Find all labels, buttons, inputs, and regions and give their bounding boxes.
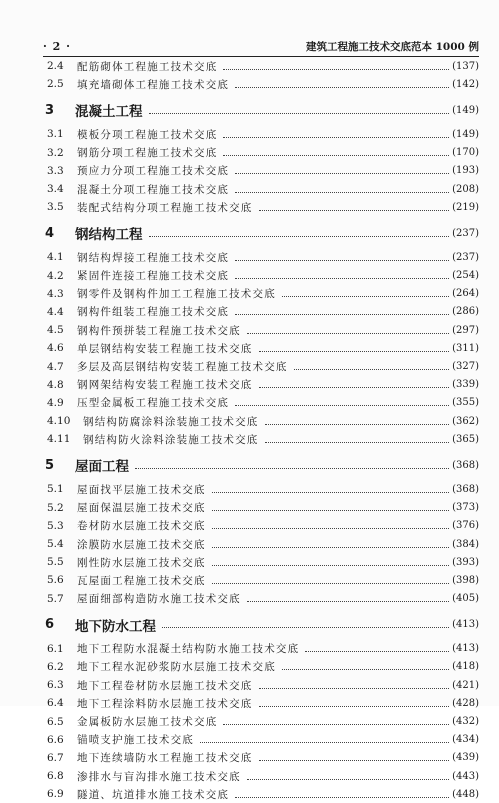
section-number: 5.5 <box>47 556 64 569</box>
book-title: 建筑工程施工技术交底范本 1000 例 <box>305 40 479 53</box>
toc-entry[interactable] <box>43 571 479 589</box>
toc-entry[interactable] <box>43 590 479 608</box>
section-title: 装配式结构分项工程施工技术交底 <box>77 201 253 214</box>
page-reference: (365) <box>452 433 479 445</box>
section-title: 单层钢结构安装工程施工技术交底 <box>77 342 253 355</box>
section-title: 钢结构焊接工程施工技术交底 <box>77 251 230 264</box>
dot-leader <box>259 351 450 352</box>
section-title: 钢构件组装工程施工技术交底 <box>77 306 230 319</box>
section-title: 屋面保温层施工技术交底 <box>77 502 206 515</box>
toc-entry[interactable] <box>43 480 479 498</box>
toc-entry[interactable] <box>43 267 479 285</box>
dot-leader <box>282 296 449 297</box>
page-reference: (149) <box>452 104 479 116</box>
toc-entry[interactable] <box>43 430 479 448</box>
chapter-title: 屋面工程 <box>75 459 129 476</box>
page-reference: (448) <box>452 788 479 800</box>
toc-entry[interactable] <box>43 731 479 749</box>
toc-entry[interactable] <box>43 517 479 535</box>
dot-leader <box>212 510 449 511</box>
section-number: 4.11 <box>47 433 71 446</box>
section-number: 6.7 <box>47 751 64 764</box>
chapter-title: 地下防水工程 <box>75 618 156 635</box>
toc-entry[interactable] <box>43 339 479 357</box>
page-reference: (237) <box>452 251 479 263</box>
toc-entry[interactable] <box>43 144 479 162</box>
toc-entry[interactable] <box>43 658 479 676</box>
section-number: 4.5 <box>47 324 64 337</box>
dot-leader <box>135 468 449 469</box>
page-reference: (413) <box>452 643 479 655</box>
section-title: 多层及高层钢结构安装工程施工技术交底 <box>77 361 288 374</box>
chapter-heading[interactable] <box>43 220 479 246</box>
toc-entry[interactable] <box>43 162 479 180</box>
page-reference: (418) <box>452 661 479 673</box>
toc-entry[interactable] <box>43 357 479 375</box>
section-number: 6.8 <box>47 770 64 783</box>
dot-leader <box>265 424 450 425</box>
section-title: 模板分项工程施工技术交底 <box>77 128 218 141</box>
section-title: 金属板防水层施工技术交底 <box>77 716 218 729</box>
toc-entry[interactable] <box>43 285 479 303</box>
dot-leader <box>149 113 450 114</box>
section-number: 3.2 <box>47 146 64 159</box>
dot-leader <box>235 797 449 798</box>
section-title: 钢零件及钢构件加工工程施工技术交底 <box>77 288 276 301</box>
dot-leader <box>162 627 449 628</box>
dot-leader <box>235 405 449 406</box>
page-reference: (264) <box>452 288 479 300</box>
dot-leader <box>282 669 449 670</box>
dot-leader <box>212 492 449 493</box>
toc-entry[interactable] <box>43 303 479 321</box>
section-title: 瓦屋面工程施工技术交底 <box>77 574 206 587</box>
section-number: 3.3 <box>47 164 64 177</box>
section-number: 4.2 <box>47 269 64 282</box>
page-reference: (193) <box>452 165 479 177</box>
dot-leader <box>235 260 449 261</box>
toc-entry[interactable] <box>43 694 479 712</box>
chapter-heading[interactable] <box>43 97 479 123</box>
section-number: 3.5 <box>47 201 64 214</box>
toc-entry[interactable] <box>43 198 479 216</box>
chapter-title: 钢结构工程 <box>75 227 143 244</box>
section-title: 紧固件连接工程施工技术交底 <box>77 270 230 283</box>
section-number: 5.2 <box>47 501 64 514</box>
section-title: 渗排水与盲沟排水施工技术交底 <box>77 770 241 783</box>
page-reference: (339) <box>452 379 479 391</box>
page-reference: (208) <box>452 183 479 195</box>
section-title: 隧道、坑道排水施工技术交底 <box>77 788 230 801</box>
section-title: 钢构件预拼装工程施工技术交底 <box>77 324 241 337</box>
toc-entry[interactable] <box>43 57 479 75</box>
section-number: 6.4 <box>47 697 64 710</box>
dot-leader <box>223 155 449 156</box>
page-reference: (376) <box>452 520 479 532</box>
section-number: 6.1 <box>47 642 64 655</box>
dot-leader <box>223 724 449 725</box>
toc-entry[interactable] <box>43 640 479 658</box>
page-reference: (413) <box>452 619 479 631</box>
toc-entry[interactable] <box>43 376 479 394</box>
page-reference: (237) <box>452 227 479 239</box>
toc-entry[interactable] <box>43 394 479 412</box>
section-number: 4.10 <box>47 415 71 428</box>
dot-leader <box>259 688 450 689</box>
toc-entry[interactable] <box>43 125 479 143</box>
chapter-title: 混凝土工程 <box>75 104 143 121</box>
dot-leader <box>149 236 450 237</box>
dot-leader <box>247 333 449 334</box>
page-reference: (254) <box>452 270 479 282</box>
section-title: 填充墙砌体工程施工技术交底 <box>77 78 230 91</box>
page-reference: (368) <box>452 483 479 495</box>
dot-leader <box>212 565 449 566</box>
toc-entry[interactable] <box>43 535 479 553</box>
page-reference: (137) <box>452 60 479 72</box>
dot-leader <box>259 760 450 761</box>
page-reference: (311) <box>452 342 479 354</box>
dot-leader <box>235 87 449 88</box>
page-reference: (219) <box>452 201 479 213</box>
toc-entry[interactable] <box>43 767 479 785</box>
page-reference: (384) <box>452 538 479 550</box>
section-title: 屋面细部构造防水施工技术交底 <box>77 593 241 606</box>
toc-entry[interactable] <box>43 785 479 803</box>
section-number: 4.8 <box>47 378 64 391</box>
section-number: 4.4 <box>47 305 64 318</box>
toc-entry[interactable] <box>43 553 479 571</box>
section-title: 地下工程涂料防水层施工技术交底 <box>77 697 253 710</box>
toc-entry[interactable] <box>43 676 479 694</box>
section-number: 3.4 <box>47 183 64 196</box>
chapter-number: 5 <box>45 457 55 473</box>
page-number: · 2 · <box>43 39 71 53</box>
page-reference: (432) <box>452 716 479 728</box>
section-number: 4.9 <box>47 396 64 409</box>
dot-leader <box>212 528 449 529</box>
page-reference: (398) <box>452 574 479 586</box>
section-number: 5.1 <box>47 483 64 496</box>
toc-entry[interactable] <box>43 749 479 767</box>
page-reference: (439) <box>452 752 479 764</box>
section-title: 地下工程防水混凝土结构防水施工技术交底 <box>77 643 300 656</box>
page-reference: (434) <box>452 734 479 746</box>
section-title: 锚喷支护施工技术交底 <box>77 734 194 747</box>
dot-leader <box>200 742 449 743</box>
chapter-number: 6 <box>45 617 55 633</box>
section-title: 配筋砌体工程施工技术交底 <box>77 60 218 73</box>
dot-leader <box>235 314 449 315</box>
section-number: 6.9 <box>47 788 64 801</box>
table-of-contents <box>43 57 479 803</box>
toc-entry[interactable] <box>43 412 479 430</box>
chapter-number: 4 <box>45 225 55 241</box>
page-reference: (327) <box>452 361 479 373</box>
dot-leader <box>247 601 449 602</box>
section-title: 涂膜防水层施工技术交底 <box>77 538 206 551</box>
dot-leader <box>235 278 449 279</box>
dot-leader <box>247 779 449 780</box>
dot-leader <box>265 442 450 443</box>
chapter-heading[interactable] <box>43 612 479 638</box>
section-number: 4.6 <box>47 342 64 355</box>
dot-leader <box>223 137 449 138</box>
page-reference: (368) <box>452 459 479 471</box>
section-title: 钢结构防腐涂料涂装施工技术交底 <box>83 415 259 428</box>
page-reference: (362) <box>452 415 479 427</box>
page-reference: (428) <box>452 697 479 709</box>
section-title: 混凝土分项工程施工技术交底 <box>77 183 230 196</box>
page-reference: (286) <box>452 306 479 318</box>
section-number: 6.5 <box>47 715 64 728</box>
section-title: 刚性防水层施工技术交底 <box>77 556 206 569</box>
page-header <box>43 36 479 56</box>
section-title: 屋面找平层施工技术交底 <box>77 483 206 496</box>
chapter-number: 3 <box>45 102 55 118</box>
section-title: 地下工程卷材防水层施工技术交底 <box>77 679 253 692</box>
section-number: 6.2 <box>47 660 64 673</box>
toc-entry[interactable] <box>43 499 479 517</box>
page-reference: (149) <box>452 128 479 140</box>
section-number: 5.3 <box>47 519 64 532</box>
page-reference: (443) <box>452 770 479 782</box>
toc-entry[interactable] <box>43 75 479 93</box>
dot-leader <box>212 547 449 548</box>
section-number: 6.6 <box>47 733 64 746</box>
dot-leader <box>235 173 449 174</box>
section-title: 地下连续墙防水工程施工技术交底 <box>77 752 253 765</box>
page-reference: (297) <box>452 324 479 336</box>
page-reference: (405) <box>452 593 479 605</box>
toc-entry[interactable] <box>43 248 479 266</box>
section-number: 4.1 <box>47 251 64 264</box>
section-number: 5.6 <box>47 574 64 587</box>
dot-leader <box>235 192 449 193</box>
dot-leader <box>223 69 449 70</box>
page-reference: (393) <box>452 556 479 568</box>
page-reference: (142) <box>452 78 479 90</box>
dot-leader <box>294 369 450 370</box>
page-reference: (355) <box>452 397 479 409</box>
section-title: 地下工程水泥砂浆防水层施工技术交底 <box>77 661 276 674</box>
dot-leader <box>259 210 450 211</box>
section-title: 压型金属板工程施工技术交底 <box>77 397 230 410</box>
section-title: 卷材防水层施工技术交底 <box>77 520 206 533</box>
toc-entry[interactable] <box>43 180 479 198</box>
chapter-heading[interactable] <box>43 452 479 478</box>
page-reference: (373) <box>452 502 479 514</box>
section-number: 5.4 <box>47 538 64 551</box>
section-number: 4.3 <box>47 287 64 300</box>
dot-leader <box>212 583 449 584</box>
section-number: 2.5 <box>47 78 64 91</box>
dot-leader <box>305 651 449 652</box>
dot-leader <box>259 387 450 388</box>
section-title: 钢结构防火涂料涂装施工技术交底 <box>83 433 259 446</box>
page-reference: (170) <box>452 147 479 159</box>
section-number: 4.7 <box>47 360 64 373</box>
section-title: 预应力分项工程施工技术交底 <box>77 165 230 178</box>
section-title: 钢筋分项工程施工技术交底 <box>77 147 218 160</box>
toc-entry[interactable] <box>43 712 479 730</box>
section-number: 3.1 <box>47 128 64 141</box>
toc-entry[interactable] <box>43 321 479 339</box>
section-number: 6.3 <box>47 679 64 692</box>
section-number: 5.7 <box>47 592 64 605</box>
section-title: 钢网架结构安装工程施工技术交底 <box>77 379 253 392</box>
section-number: 2.4 <box>47 60 64 73</box>
page-reference: (421) <box>452 679 479 691</box>
